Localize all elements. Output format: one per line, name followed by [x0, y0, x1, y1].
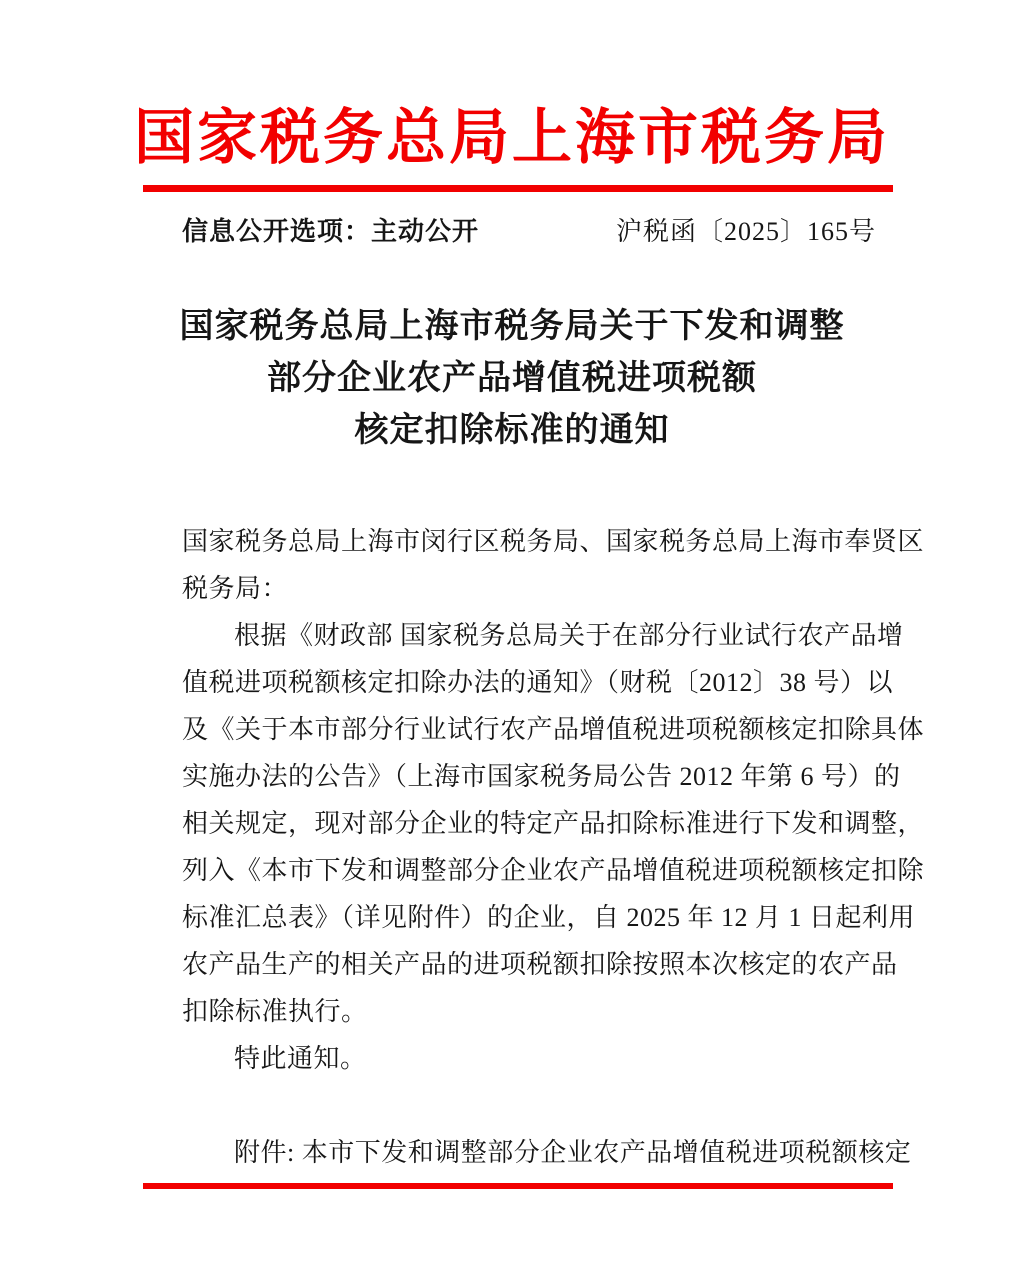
recipient-line-1: 国家税务总局上海市闵行区税务局、国家税务总局上海市奉贤区 — [182, 527, 925, 556]
body-line: 标准汇总表》（详见附件）的企业，自 2025 年 12 月 1 日起利用 — [182, 903, 916, 932]
body-line: 列入《本市下发和调整部分企业农产品增值税进项税额核定扣除 — [182, 856, 925, 885]
document-title — [0, 301, 1024, 457]
body-line: 及《关于本市部分行业试行农产品增值税进项税额核定扣除具体 — [182, 715, 925, 744]
document-title-line-1: 国家税务总局上海市税务局关于下发和调整 — [179, 308, 845, 345]
blank-line — [182, 1082, 882, 1129]
masthead-divider-rule — [143, 185, 893, 192]
document-title-line-3: 核定扣除标准的通知 — [354, 412, 670, 449]
body-line: 值税进项税额核定扣除办法的通知》（财税〔2012〕38 号）以 — [182, 668, 894, 697]
document-body — [182, 518, 925, 1176]
document-title-line-2: 部分企业农产品增值税进项税额 — [267, 360, 757, 397]
recipient-line-2: 税务局： — [182, 574, 289, 603]
body-line: 相关规定，现对部分企业的特定产品扣除标准进行下发和调整， — [182, 809, 925, 838]
body-line: 根据《财政部 国家税务总局关于在部分行业试行农产品增 — [234, 621, 904, 650]
body-line: 农产品生产的相关产品的进项税额扣除按照本次核定的农产品 — [182, 950, 898, 979]
document-number: 沪税函〔2025〕165号 — [615, 217, 876, 246]
agency-masthead: 国家税务总局上海市税务局 — [134, 105, 890, 171]
disclosure-option-label: 信息公开选项：主动公开 — [182, 216, 480, 246]
body-line: 实施办法的公告》（上海市国家税务局公告 2012 年第 6 号）的 — [182, 762, 901, 791]
closing-line: 特此通知。 — [234, 1044, 367, 1073]
document-meta-row — [182, 211, 876, 248]
attachment-line: 附件: 本市下发和调整部分企业农产品增值税进项税额核定 — [234, 1138, 912, 1167]
footer-divider-rule — [143, 1183, 893, 1189]
body-line: 扣除标准执行。 — [182, 997, 368, 1026]
